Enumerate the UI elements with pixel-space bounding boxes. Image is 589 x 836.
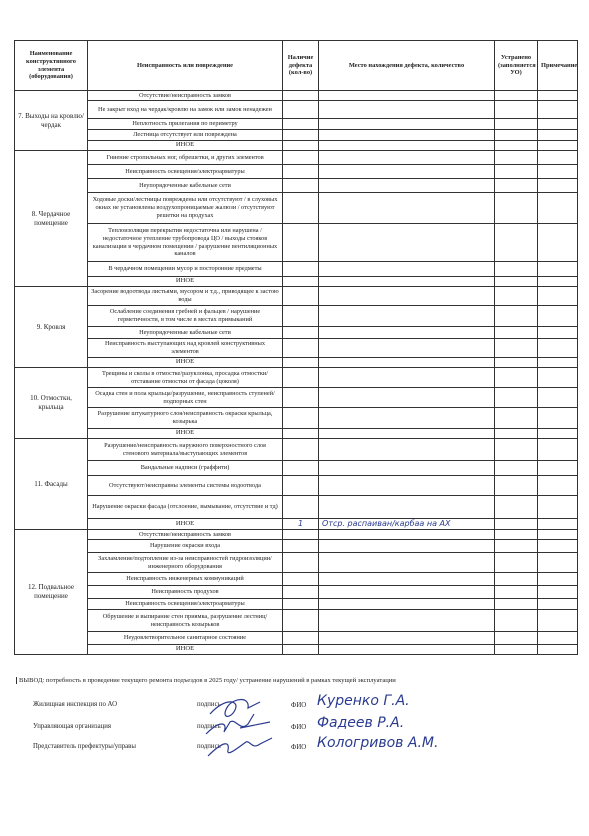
- presence-cell: [283, 287, 319, 306]
- note-cell: [538, 179, 578, 193]
- location-cell: [319, 165, 495, 179]
- table-row: [15, 130, 578, 141]
- presence-cell: [283, 339, 319, 358]
- fixed-cell: [495, 193, 538, 224]
- table-row: [15, 496, 578, 519]
- location-cell: [319, 179, 495, 193]
- defect-description: ИНОЕ: [88, 429, 283, 439]
- signature-handwritten-name: Фадеев Р.А.: [317, 715, 405, 731]
- header-defect: Неисправность или повреждение: [88, 41, 283, 91]
- defect-description: Трещины и сколы в отмостке/разуклонка, просадка отмостки/отставание отмостки от фасада (цоколя): [88, 368, 283, 388]
- fixed-cell: [495, 645, 538, 655]
- location-cell: [319, 306, 495, 327]
- presence-cell: [283, 553, 319, 573]
- defect-description: Неупорядоченные кабельные сети: [88, 327, 283, 339]
- table-row: [15, 645, 578, 655]
- fixed-cell: [495, 429, 538, 439]
- fixed-cell: [495, 179, 538, 193]
- defect-description: Отсутствие/неисправность замков: [88, 91, 283, 101]
- defect-description: Ходовые доски/лестницы повреждены или отсутствуют / в слуховых окнах не установлены воздухопроницаемые жалюзи / отсутствуют решетки на продухах: [88, 193, 283, 224]
- note-cell: [538, 101, 578, 119]
- handwritten-signatures: [200, 692, 320, 762]
- table-row: [15, 119, 578, 130]
- note-cell: [538, 262, 578, 277]
- note-cell: [538, 439, 578, 461]
- presence-cell: [283, 141, 319, 151]
- table-header-row: [15, 41, 578, 91]
- defect-description: В чердачном помещении мусор и посторонние предметы: [88, 262, 283, 277]
- defect-description: Разрушение/неисправность наружного поверхностного слоя стенового материала/выступающих элементов: [88, 439, 283, 461]
- table-row: [15, 358, 578, 368]
- fixed-cell: [495, 327, 538, 339]
- note-cell: [538, 530, 578, 540]
- table-row: [15, 632, 578, 645]
- defect-description: ИНОЕ: [88, 358, 283, 368]
- defect-description: Неплотность прилегания по периметру: [88, 119, 283, 130]
- fixed-cell: [495, 165, 538, 179]
- fixed-cell: [495, 262, 538, 277]
- location-cell: Отср. распаиван/карбаа на АХ: [319, 519, 495, 530]
- table-row: [15, 224, 578, 262]
- defect-description: Неисправность освещения/электроарматуры: [88, 599, 283, 610]
- defect-description: Неудовлетворительное санитарное состояние: [88, 632, 283, 645]
- defect-description: Захламление/подтопление из-за неисправностей гидроизоляции/инженерного оборудования: [88, 553, 283, 573]
- table-row: [15, 306, 578, 327]
- note-cell: [538, 461, 578, 476]
- location-cell: [319, 586, 495, 599]
- defect-description: Отсутствуют/неисправны элементы системы водоотвода: [88, 476, 283, 496]
- fixed-cell: [495, 91, 538, 101]
- table-row: [15, 519, 578, 530]
- table-row: [15, 287, 578, 306]
- signature-podpis-label: подпись: [197, 723, 221, 730]
- location-cell: [319, 530, 495, 540]
- table-row: [15, 327, 578, 339]
- table-row: [15, 599, 578, 610]
- location-cell: [319, 151, 495, 165]
- defect-description: Вандальные надписи (граффити): [88, 461, 283, 476]
- note-cell: [538, 224, 578, 262]
- group-name: 12. Подвальное помещение: [15, 530, 88, 655]
- presence-cell: [283, 262, 319, 277]
- location-cell: [319, 540, 495, 553]
- defects-table: [14, 40, 578, 655]
- table-row: [15, 141, 578, 151]
- presence-cell: [283, 91, 319, 101]
- location-cell: [319, 339, 495, 358]
- note-cell: [538, 573, 578, 586]
- location-cell: [319, 287, 495, 306]
- location-cell: [319, 119, 495, 130]
- note-cell: [538, 553, 578, 573]
- fixed-cell: [495, 553, 538, 573]
- defect-description: Гниение стропильных ног, обрешетки, и других элементов: [88, 151, 283, 165]
- table-row: [15, 262, 578, 277]
- presence-cell: [283, 408, 319, 429]
- table-row: [15, 586, 578, 599]
- fixed-cell: [495, 540, 538, 553]
- presence-cell: [283, 224, 319, 262]
- table-row: [15, 193, 578, 224]
- table-row: [15, 553, 578, 573]
- defect-description: Нарушение окраски фасада (отслоение, вымывание, отсутствие и тд): [88, 496, 283, 519]
- note-cell: [538, 476, 578, 496]
- presence-cell: [283, 461, 319, 476]
- signature-handwritten-name: Куренко Г.А.: [317, 693, 410, 709]
- conclusion-text: [16, 677, 396, 684]
- note-cell: [538, 368, 578, 388]
- location-cell: [319, 573, 495, 586]
- presence-cell: [283, 101, 319, 119]
- table-row: [15, 339, 578, 358]
- note-cell: [538, 610, 578, 632]
- defect-description: Лестница отсутствует или повреждена: [88, 130, 283, 141]
- note-cell: [538, 496, 578, 519]
- fixed-cell: [495, 388, 538, 408]
- header-fixed: Устранено (заполняется УО): [495, 41, 538, 91]
- note-cell: [538, 429, 578, 439]
- fixed-cell: [495, 306, 538, 327]
- presence-cell: [283, 599, 319, 610]
- signature-fio-label: ФИО: [291, 724, 307, 731]
- presence-cell: [283, 165, 319, 179]
- conclusion-label: ВЫВОД: потребность в проведение текущего ремонта подъездов в 2025 году/ устранение нарушений в рамках текущей эксплуатации: [16, 677, 396, 684]
- presence-cell: [283, 179, 319, 193]
- location-cell: [319, 496, 495, 519]
- table-row: [15, 179, 578, 193]
- signature-org: Жилищная инспекция по АО: [33, 701, 118, 708]
- location-cell: [319, 553, 495, 573]
- presence-cell: [283, 151, 319, 165]
- defect-description: Нарушение окраски входа: [88, 540, 283, 553]
- note-cell: [538, 519, 578, 530]
- signature-org: Управляющая организация: [33, 723, 112, 730]
- table-row: [15, 439, 578, 461]
- location-cell: [319, 632, 495, 645]
- presence-cell: [283, 277, 319, 287]
- inspection-sheet: [14, 40, 577, 655]
- note-cell: [538, 141, 578, 151]
- defect-description: ИНОЕ: [88, 645, 283, 655]
- note-cell: [538, 632, 578, 645]
- presence-cell: [283, 645, 319, 655]
- fixed-cell: [495, 358, 538, 368]
- note-cell: [538, 165, 578, 179]
- fixed-cell: [495, 476, 538, 496]
- note-cell: [538, 586, 578, 599]
- presence-cell: [283, 306, 319, 327]
- fixed-cell: [495, 339, 538, 358]
- table-row: [15, 277, 578, 287]
- fixed-cell: [495, 119, 538, 130]
- defect-description: Неисправность инженерных коммуникаций: [88, 573, 283, 586]
- location-cell: [319, 224, 495, 262]
- defect-description: ИНОЕ: [88, 519, 283, 530]
- location-cell: [319, 461, 495, 476]
- note-cell: [538, 91, 578, 101]
- table-row: [15, 476, 578, 496]
- location-cell: [319, 429, 495, 439]
- signature-podpis-label: подпись: [197, 701, 221, 708]
- presence-cell: [283, 530, 319, 540]
- location-cell: [319, 91, 495, 101]
- location-cell: [319, 262, 495, 277]
- presence-cell: [283, 610, 319, 632]
- location-cell: [319, 408, 495, 429]
- presence-cell: [283, 439, 319, 461]
- fixed-cell: [495, 408, 538, 429]
- defect-description: Неисправность освещения/электроарматуры: [88, 165, 283, 179]
- defect-description: Ослабление соединения гребней и фальцев / нарушение герметичности, в том числе в местах примыканий: [88, 306, 283, 327]
- presence-cell: [283, 388, 319, 408]
- group-name: 9. Кровля: [15, 287, 88, 368]
- note-cell: [538, 130, 578, 141]
- fixed-cell: [495, 586, 538, 599]
- table-row: [15, 388, 578, 408]
- defect-description: Разрушение штукатурного слоя/неисправность окраски крыльца, козырька: [88, 408, 283, 429]
- presence-cell: [283, 368, 319, 388]
- group-name: 10. Отмостки, крыльца: [15, 368, 88, 439]
- fixed-cell: [495, 287, 538, 306]
- header-location: Место нахождения дефекта, количество: [319, 41, 495, 91]
- table-row: [15, 429, 578, 439]
- location-cell: [319, 277, 495, 287]
- presence-cell: 1: [283, 519, 319, 530]
- fixed-cell: [495, 632, 538, 645]
- group-name: 8. Чердачное помещение: [15, 151, 88, 287]
- header-element: Наименование конструктивного элемента (оборудования): [15, 41, 88, 91]
- note-cell: [538, 358, 578, 368]
- fixed-cell: [495, 277, 538, 287]
- defect-description: Засорение водоотвода листьями, мусором и т.д., приводящее к застою воды: [88, 287, 283, 306]
- note-cell: [538, 599, 578, 610]
- presence-cell: [283, 632, 319, 645]
- location-cell: [319, 101, 495, 119]
- table-row: [15, 91, 578, 101]
- note-cell: [538, 388, 578, 408]
- location-cell: [319, 645, 495, 655]
- presence-cell: [283, 119, 319, 130]
- header-presence: Наличие дефекта (кол-во): [283, 41, 319, 91]
- location-cell: [319, 130, 495, 141]
- note-cell: [538, 408, 578, 429]
- table-row: [15, 408, 578, 429]
- note-cell: [538, 193, 578, 224]
- table-row: [15, 151, 578, 165]
- signature-podpis-label: подпись: [197, 743, 221, 750]
- location-cell: [319, 476, 495, 496]
- table-row: [15, 540, 578, 553]
- presence-cell: [283, 130, 319, 141]
- location-cell: [319, 193, 495, 224]
- table-row: [15, 530, 578, 540]
- location-cell: [319, 610, 495, 632]
- presence-cell: [283, 540, 319, 553]
- table-row: [15, 101, 578, 119]
- fixed-cell: [495, 224, 538, 262]
- fixed-cell: [495, 151, 538, 165]
- location-cell: [319, 141, 495, 151]
- table-row: [15, 368, 578, 388]
- note-cell: [538, 306, 578, 327]
- fixed-cell: [495, 599, 538, 610]
- table-row: [15, 165, 578, 179]
- group-name: 11. Фасады: [15, 439, 88, 530]
- defect-description: ИНОЕ: [88, 141, 283, 151]
- fixed-cell: [495, 101, 538, 119]
- presence-cell: [283, 429, 319, 439]
- fixed-cell: [495, 141, 538, 151]
- presence-cell: [283, 193, 319, 224]
- table-row: [15, 610, 578, 632]
- fixed-cell: [495, 368, 538, 388]
- location-cell: [319, 327, 495, 339]
- fixed-cell: [495, 573, 538, 586]
- defect-description: Не закрыт вход на чердак/кровлю на замок или замок ненадежен: [88, 101, 283, 119]
- note-cell: [538, 287, 578, 306]
- fixed-cell: [495, 610, 538, 632]
- signature-fio-label: ФИО: [291, 744, 307, 751]
- location-cell: [319, 599, 495, 610]
- fixed-cell: [495, 530, 538, 540]
- table-body: [15, 91, 578, 655]
- fixed-cell: [495, 496, 538, 519]
- note-cell: [538, 151, 578, 165]
- presence-cell: [283, 496, 319, 519]
- signature-handwritten-name: Кологривов А.М.: [317, 735, 439, 751]
- fixed-cell: [495, 461, 538, 476]
- note-cell: [538, 540, 578, 553]
- group-name: 7. Выходы на кровлю/чердак: [15, 91, 88, 151]
- note-cell: [538, 645, 578, 655]
- table-row: [15, 461, 578, 476]
- presence-cell: [283, 586, 319, 599]
- note-cell: [538, 327, 578, 339]
- note-cell: [538, 339, 578, 358]
- defect-description: ИНОЕ: [88, 277, 283, 287]
- location-cell: [319, 358, 495, 368]
- defect-description: Неисправность продухов: [88, 586, 283, 599]
- defect-description: Осадка стен и пола крыльца/разрушение, неисправность ступеней/подпорных стен: [88, 388, 283, 408]
- location-cell: [319, 368, 495, 388]
- fixed-cell: [495, 130, 538, 141]
- defect-description: Неупорядоченные кабельные сети: [88, 179, 283, 193]
- fixed-cell: [495, 439, 538, 461]
- defect-description: Неисправность выступающих над кровлей конструктивных элементов: [88, 339, 283, 358]
- presence-cell: [283, 573, 319, 586]
- signature-fio-label: ФИО: [291, 702, 307, 709]
- fixed-cell: [495, 519, 538, 530]
- location-cell: [319, 439, 495, 461]
- defect-description: Теплоизоляция перекрытия недостаточна или нарушена / недостаточное утепление трубопровода ЦО / выходы стояков канализации в чердачном помещении / разрушение вентиляционных каналов: [88, 224, 283, 262]
- defect-description: Отсутствие/неисправность замков: [88, 530, 283, 540]
- presence-cell: [283, 476, 319, 496]
- note-cell: [538, 119, 578, 130]
- note-cell: [538, 277, 578, 287]
- header-note: Примечание: [538, 41, 578, 91]
- presence-cell: [283, 358, 319, 368]
- defect-description: Обрушение и выпирание стен приямка, разрушение лестниц/неисправность козырьков: [88, 610, 283, 632]
- table-row: [15, 573, 578, 586]
- signature-org: Представитель префектуры/управы: [33, 743, 136, 750]
- presence-cell: [283, 327, 319, 339]
- location-cell: [319, 388, 495, 408]
